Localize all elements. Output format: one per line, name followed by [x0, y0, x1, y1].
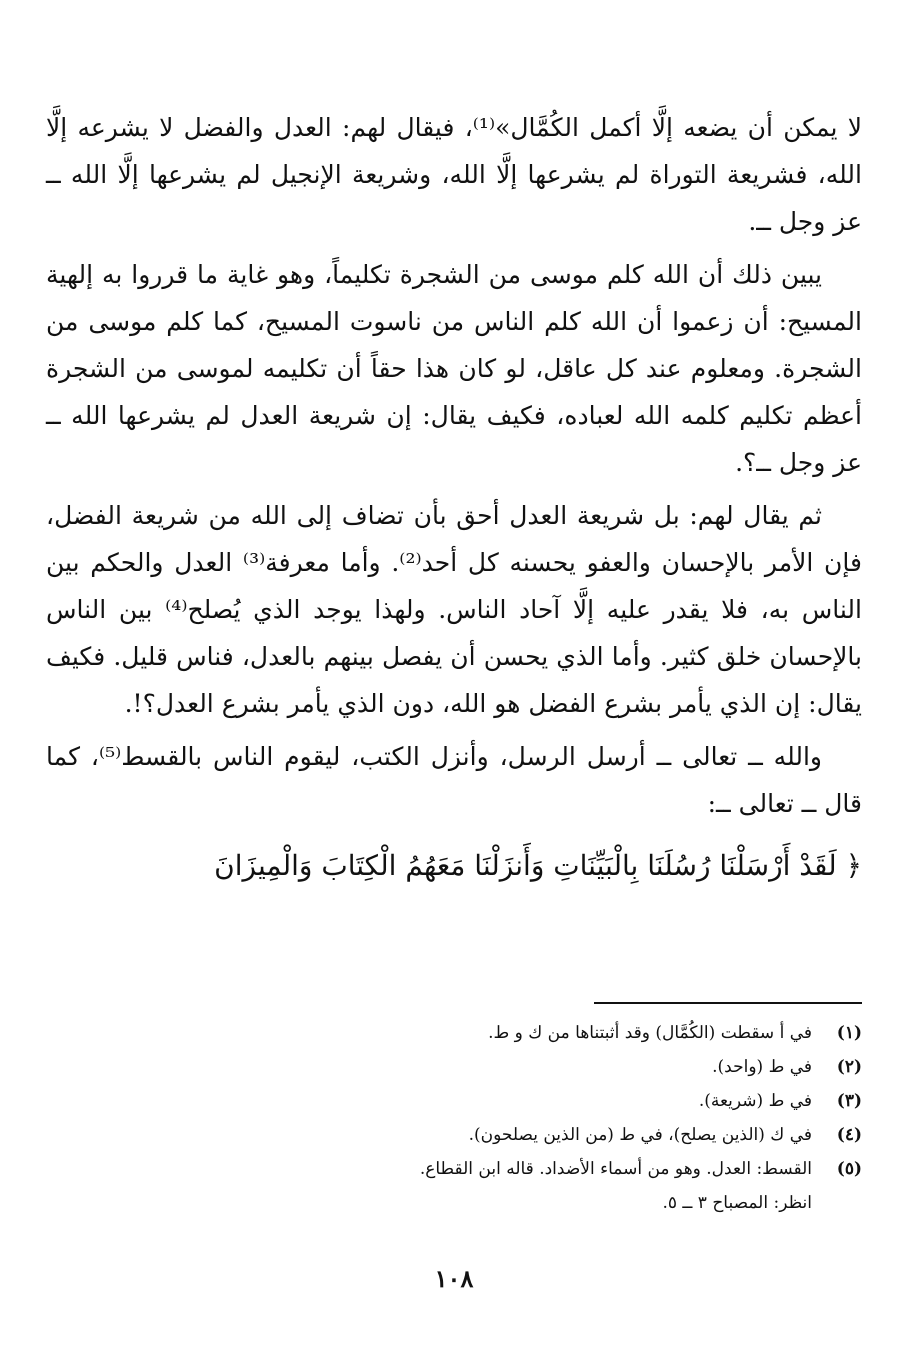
- footnote-number: (٢): [836, 1057, 862, 1077]
- paragraph-2: يبين ذلك أن الله كلم موسى من الشجرة تكليماً، وهو غاية ما قرروا به إلهية المسيح: أن زعموا أن الله كلم الناس من ناسوت المسيح، كما كلم موسى من الشجرة. ومعلوم عند كل عاقل، لو كان هذا حقاً أن تكليمه لموسى من الشجرة أعظم تكليم كلمه الله لعباده، فكيف يقال: إن شريعة العدل لم يشرعها الله ــ عز وجل ــ؟.: [46, 260, 862, 477]
- page-number: ١٠٨: [434, 1264, 474, 1293]
- footnote-number: (٣): [836, 1091, 862, 1111]
- paragraph-3: ثم يقال لهم: بل شريعة العدل أحق بأن تضاف إلى الله من شريعة الفضل، فإن الأمر بالإحسان والعفو يحسنه كل أحد⁽²⁾. وأما معرفة⁽³⁾ العدل والحكم بين الناس به، فلا يقدر عليه إلَّا آحاد الناس. ولهذا يوجد الذي يُصلح⁽⁴⁾ بين الناس بالإحسان خلق كثير. وأما الذي يحسن أن يفصل بينهم بالعدل، فناس قليل. فكيف يقال: إن الذي يأمر بشرع الفضل هو الله، دون الذي يأمر بشرع العدل؟!.: [46, 501, 862, 718]
- footnote-3: [46, 1084, 862, 1118]
- footnote-text: القسط: العدل. وهو من أسماء الأضداد. قاله ابن القطاع.: [419, 1159, 812, 1179]
- footnote-text: في ط (شريعة).: [698, 1091, 812, 1111]
- main-text: [46, 104, 862, 891]
- book-page: [46, 104, 862, 1334]
- footnote-number: (٥): [836, 1159, 862, 1179]
- footnote-divider: [594, 1002, 862, 1004]
- paragraph-4: والله ــ تعالى ــ أرسل الرسل، وأنزل الكتب، ليقوم الناس بالقسط⁽⁵⁾، كما قال ــ تعالى ــ:: [46, 742, 862, 818]
- footnote-text: في أ سقطت (الكُمَّال) وقد أثبتناها من ك و ط.: [488, 1023, 812, 1043]
- footnote-number: (١): [836, 1023, 862, 1043]
- paragraph-1: لا يمكن أن يضعه إلَّا أكمل الكُمَّال»⁽¹⁾، فيقال لهم: العدل والفضل لا يشرعه إلَّا الله، فشريعة التوراة لم يشرعها إلَّا الله، وشريعة الإنجيل لم يشرعها إلَّا الله ــ عز وجل ــ.: [46, 113, 862, 236]
- footnote-5: [46, 1152, 862, 1186]
- footnote-1: [46, 1016, 862, 1050]
- footnote-text: في ط (واحد).: [712, 1057, 812, 1077]
- footnotes: [46, 1016, 862, 1220]
- footnote-text: في ك (الذين يصلح)، في ط (من الذين يصلحون).: [468, 1125, 812, 1145]
- footnote-5-continuation: انظر: المصباح ٣ ــ ٥.: [662, 1193, 812, 1213]
- footnote-4: [46, 1118, 862, 1152]
- quran-verse: ﴿ لَقَدْ أَرْسَلْنَا رُسُلَنَا بِالْبَيِّنَاتِ وَأَنزَلْنَا مَعَهُمُ الْكِتَابَ وَالْمِيزَانَ: [214, 849, 862, 882]
- footnote-2: [46, 1050, 862, 1084]
- footnote-number: (٤): [836, 1125, 862, 1145]
